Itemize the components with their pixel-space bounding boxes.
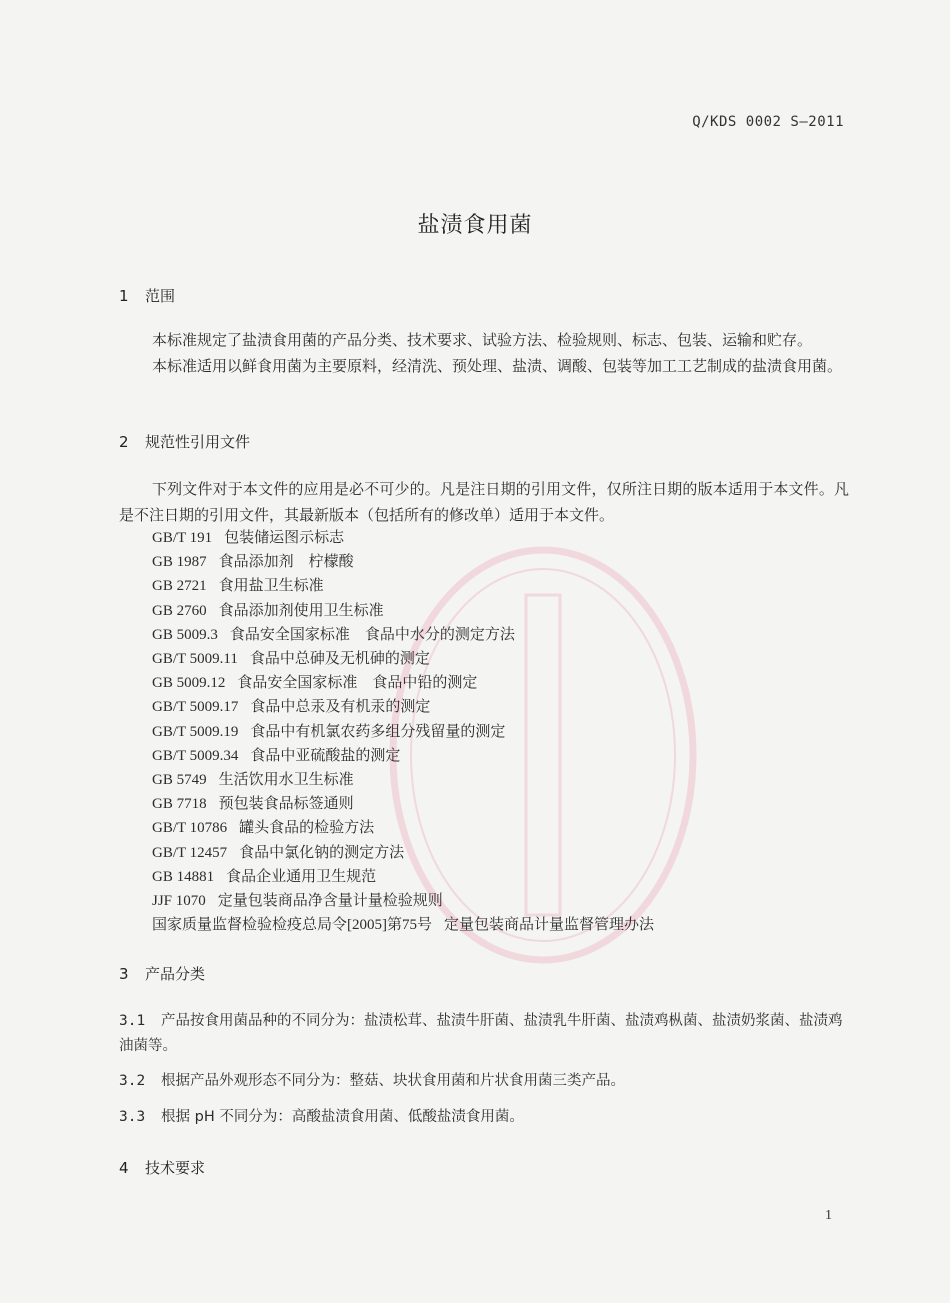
clause-3-3: 3.3 根据 pH 不同分为：高酸盐渍食用菌、低酸盐渍食用菌。 (119, 1109, 524, 1125)
section-4-heading (119, 1157, 205, 1178)
reference-item: GB 2721 食用盐卫生标准 (152, 578, 324, 595)
section-number: 3 (119, 965, 129, 983)
reference-item: GB/T 191 包装储运图示标志 (152, 530, 345, 546)
section-number: 2 (119, 433, 129, 451)
reference-item: GB 7718 预包装食品标签通则 (152, 796, 354, 813)
reference-item: GB/T 5009.19 食品中有机氯农药多组分残留量的测定 (152, 723, 506, 740)
section-title: 规范性引用文件 (145, 433, 251, 451)
reference-item: GB/T 12457 食品中氯化钠的测定方法 (152, 844, 405, 861)
clause-3-2: 3.2 根据产品外观形态不同分为：整菇、块状食用菌和片状食用菌三类产品。 (119, 1073, 625, 1089)
scope-paragraph-2: 本标准适用以鲜食用菌为主要原料，经清洗、预处理、盐渍、调酸、包装等加工工艺制成的盐渍食用菌。 (152, 357, 843, 375)
reference-item: GB 1987 食品添加剂 柠檬酸 (152, 554, 354, 571)
page-number: 1 (825, 1208, 832, 1223)
clause-3-1: 3.1 产品按食用菌品种的不同分为：盐渍松茸、盐渍牛肝菌、盐渍乳牛肝菌、盐渍鸡枞菌、盐渍奶浆菌、盐渍鸡油菌等。 (119, 1013, 843, 1054)
section-1-heading (119, 285, 175, 306)
reference-item: JJF 1070 定量包装商品净含量计量检验规则 (152, 893, 443, 910)
reference-item: 国家质量监督检验检疫总局令[2005]第75号 定量包装商品计量监督管理办法 (152, 917, 655, 934)
scope-paragraph-1: 本标准规定了盐渍食用菌的产品分类、技术要求、试验方法、检验规则、标志、包装、运输和贮存。 (152, 331, 813, 349)
section-number: 1 (119, 287, 129, 305)
reference-item: GB 14881 食品企业通用卫生规范 (152, 868, 377, 885)
reference-list (152, 526, 654, 937)
reference-item: GB 2760 食品添加剂使用卫生标准 (152, 602, 384, 619)
reference-item: GB 5009.3 食品安全国家标准 食品中水分的测定方法 (152, 626, 515, 643)
section-2-heading (119, 431, 250, 452)
references-intro: 下列文件对于本文件的应用是必不可少的。凡是注日期的引用文件，仅所注日期的版本适用于本文件。凡是不注日期的引用文件，其最新版本（包括所有的修改单）适用于本文件。 (119, 480, 849, 524)
section-3-heading (119, 963, 205, 984)
reference-item: GB 5749 生活饮用水卫生标准 (152, 772, 354, 789)
reference-item: GB/T 5009.11 食品中总砷及无机砷的测定 (152, 651, 430, 668)
section-title: 产品分类 (145, 965, 206, 983)
reference-item: GB/T 5009.34 食品中亚硫酸盐的测定 (152, 747, 401, 764)
reference-item: GB 5009.12 食品安全国家标准 食品中铅的测定 (152, 675, 478, 692)
standard-code: Q/KDS 0002 S—2011 (692, 114, 844, 130)
section-number: 4 (119, 1159, 129, 1177)
section-title: 技术要求 (145, 1159, 206, 1177)
section-title: 范围 (145, 287, 176, 305)
reference-item: GB/T 10786 罐头食品的检验方法 (152, 820, 375, 837)
reference-item: GB/T 5009.17 食品中总汞及有机汞的测定 (152, 699, 431, 716)
document-title: 盐渍食用菌 (417, 213, 533, 238)
